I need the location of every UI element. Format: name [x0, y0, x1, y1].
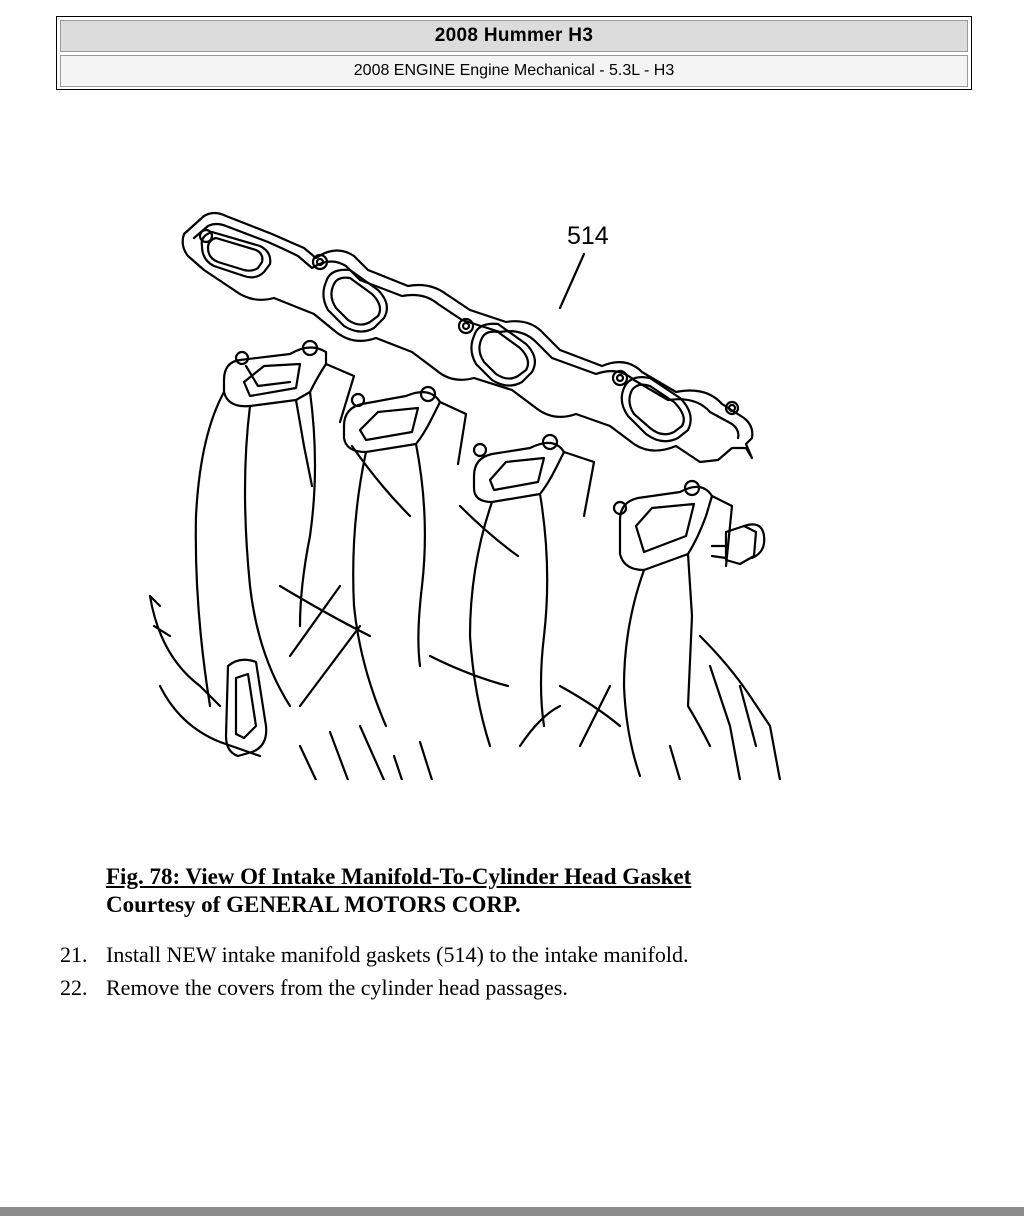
section-subtitle: 2008 ENGINE Engine Mechanical - 5.3L - H3: [60, 55, 968, 87]
list-item: [60, 971, 688, 1004]
callout-leader-line: [560, 254, 584, 308]
list-item: [60, 938, 688, 971]
manifold-runner-flanges: [224, 341, 712, 570]
procedure-steps: [60, 938, 688, 1004]
vehicle-title: 2008 Hummer H3: [60, 20, 968, 52]
manifold-runners: [196, 364, 732, 776]
gasket-outline: [183, 213, 753, 462]
figure-courtesy: Courtesy of GENERAL MOTORS CORP.: [106, 892, 521, 917]
gasket-callout-label: 514: [567, 222, 609, 250]
page-bottom-bar: [0, 1207, 1024, 1216]
figure-title: Fig. 78: View Of Intake Manifold-To-Cylinder Head Gasket: [106, 864, 692, 889]
fuel-rail-knob: [712, 524, 764, 564]
document-header: [56, 16, 972, 90]
step-text: Install NEW intake manifold gaskets (514) to the intake manifold.: [106, 942, 689, 967]
intake-manifold-illustration: [140, 186, 790, 780]
step-text: Remove the covers from the cylinder head passages.: [106, 975, 568, 1000]
figure-caption: [106, 863, 691, 919]
step-number: 22.: [60, 975, 88, 1000]
step-number: 21.: [60, 942, 88, 967]
manifold-lower-base: [150, 596, 780, 780]
